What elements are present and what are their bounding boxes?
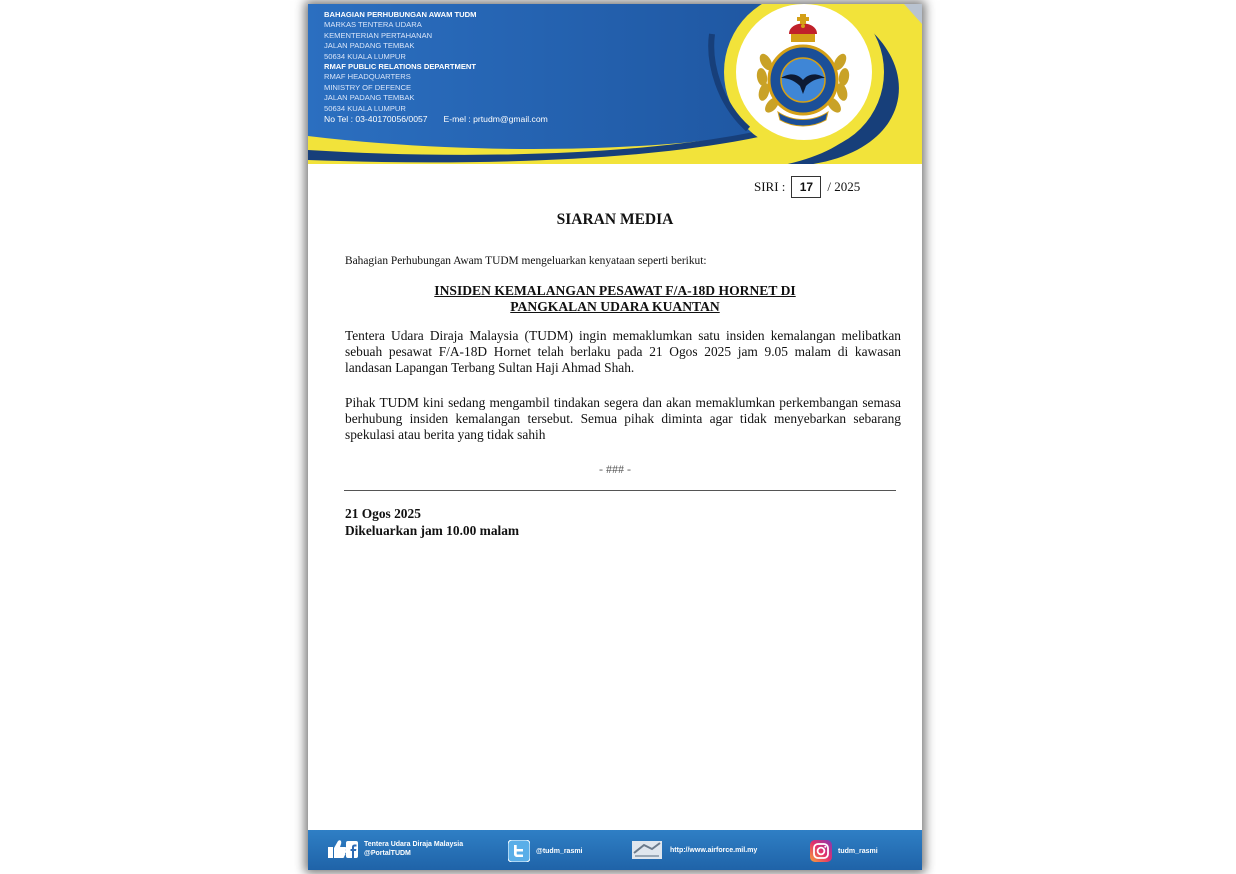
press-release-page — [308, 4, 922, 870]
twitter-icon — [508, 840, 530, 862]
address-malay-line-4: 50634 KUALA LUMPUR — [324, 51, 406, 61]
siri-label: SIRI : — [754, 179, 786, 194]
address-english-line-3: JALAN PADANG TEMBAK — [324, 93, 415, 103]
instagram-handle: tudm_rasmi — [838, 847, 878, 855]
divider-line — [344, 490, 896, 491]
address-malay-line-1: MARKAS TENTERA UDARA — [324, 20, 422, 30]
paragraph-2: Pihak TUDM kini sedang mengambil tindakan segera dan akan memaklumkan perkembangan semasa berhubung insiden kemalangan tersebut. Semua pihak diminta agar tidak menyebarkan sebarang spekulasi atau berita yang tidak sahih — [345, 395, 901, 443]
end-mark: - ### - — [599, 462, 631, 476]
social-footer — [308, 830, 922, 870]
siri-number-box: 17 — [791, 176, 821, 198]
website-link[interactable] — [632, 839, 757, 861]
address-english-line-1: RMAF HEADQUARTERS — [324, 72, 411, 82]
intro-statement: Bahagian Perhubungan Awam TUDM mengeluarkan kenyataan seperti berikut: — [345, 255, 707, 267]
crest-icon — [748, 12, 858, 132]
paragraph-1: Tentera Udara Diraja Malaysia (TUDM) ingin memaklumkan satu insiden kemalangan melibatkan sebuah pesawat F/A-18D Hornet telah berlaku pada 21 Ogos 2025 jam 9.05 malam di kawasan landasan Lapangan Terbang Sultan Haji Ahmad Shah. — [345, 328, 901, 376]
address-english-line-4: 50634 KUALA LUMPUR — [324, 103, 406, 113]
siri-year: / 2025 — [827, 179, 861, 194]
facebook-page-name: Tentera Udara Diraja Malaysia — [364, 841, 464, 848]
org-name-malay: BAHAGIAN PERHUBUNGAN AWAM TUDM — [324, 10, 477, 19]
twitter-handle: @tudm_rasmi — [536, 847, 583, 855]
org-name-english: RMAF PUBLIC RELATIONS DEPARTMENT — [324, 62, 477, 72]
facebook-handle: @PortalTUDM — [364, 850, 411, 857]
contact-row — [324, 114, 744, 124]
address-malay-line-3: JALAN PADANG TEMBAK — [324, 41, 415, 51]
rmaf-crest-logo — [748, 12, 858, 132]
instagram-link[interactable] — [810, 840, 878, 862]
document-title: SIARAN MEDIA — [556, 211, 674, 228]
email-address: E-mel : prtudm@gmail.com — [443, 114, 548, 125]
letterhead — [308, 4, 922, 164]
headline-line-1: INSIDEN KEMALANGAN PESAWAT F/A-18D HORNET DI — [434, 283, 796, 298]
letterhead-text — [324, 10, 744, 124]
twitter-link[interactable] — [508, 840, 583, 862]
headline — [308, 283, 922, 315]
release-date: 21 Ogos 2025 — [345, 506, 421, 521]
instagram-icon — [810, 840, 832, 862]
website-icon — [632, 839, 664, 861]
headline-line-2: PANGKALAN UDARA KUANTAN — [510, 299, 720, 314]
release-time: Dikeluarkan jam 10.00 malam — [345, 523, 520, 538]
phone-number: No Tel : 03-40170056/0057 — [324, 114, 428, 125]
facebook-like-icon — [328, 838, 358, 860]
address-malay-line-2: KEMENTERIAN PERTAHANAN — [324, 30, 433, 40]
address-english-line-2: MINISTRY OF DEFENCE — [324, 82, 412, 92]
website-url: http://www.airforce.mil.my — [670, 846, 758, 854]
series-number-row — [754, 176, 860, 198]
facebook-link[interactable] — [328, 838, 463, 860]
